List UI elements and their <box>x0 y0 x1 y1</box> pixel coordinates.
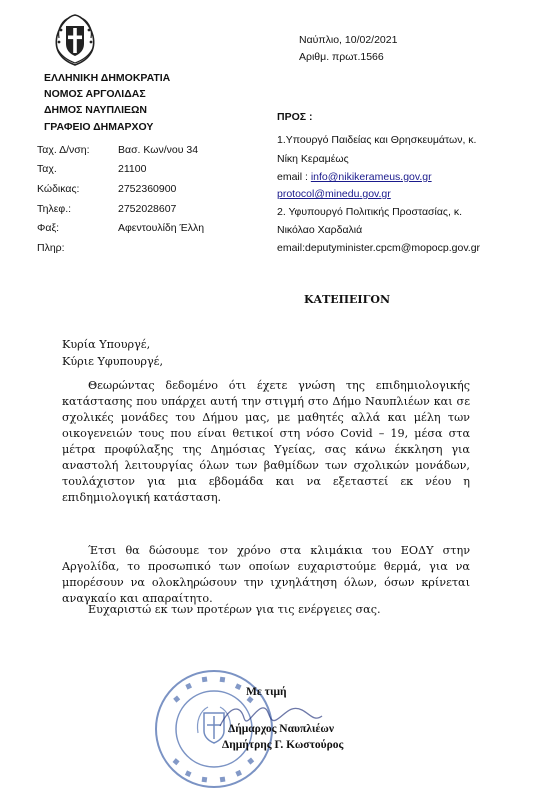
contact-value-phone: 2752028607 <box>118 203 177 215</box>
contact-label-fax: Φαξ: <box>37 222 60 234</box>
body-paragraph-2: Έτσι θα δώσουμε τον χρόνο στα κλιμάκια του ΕΟΔΥ στην Αργολίδα, το προσωπικό των οποίων ευχαριστούμε θερμά, για να μπορέσουν να ολοκληρώσουν την ιχνηλάτηση όλων, όσων κρίνεται αναγκαίο και απαραίτητο. <box>62 544 470 605</box>
org-line-office: ΓΡΑΦΕΙΟ ΔΗΜΑΡΧΟΥ <box>44 121 154 133</box>
org-line-prefecture: ΝΟΜΟΣ ΑΡΓΟΛΙΔΑΣ <box>44 88 146 100</box>
to-label: ΠΡΟΣ : <box>277 111 313 123</box>
contact-label-postal: Ταχ. <box>37 163 57 175</box>
contact-label-code: Κώδικας: <box>37 183 80 195</box>
salutation-minister: Κυρία Υπουργέ, <box>62 338 151 351</box>
coat-of-arms-icon <box>47 10 103 68</box>
org-line-municipality: ΔΗΜΟΣ ΝΑΥΠΛΙΕΩΝ <box>44 104 147 116</box>
email-link-1[interactable]: info@nikikerameus.gov.gr <box>310 171 432 183</box>
body-paragraph-1: Θεωρώντας δεδομένο ότι έχετε γνώση της επιδημιολογικής κατάστασης που υπάρχει αυτή την στιγμή στο Δήμο Ναυπλιέων και σε σχολικές μονάδες του Δήμου μας, με μαθητές αλλά και μέλη των οικογενειών τους που είναι θετικοί στη νόσο Covid – 19, μέσα στα μέτρα προφύλαξης της Δημόσιας Υγείας, σας κάνω έκκληση για αναστολή λειτουργίας όλων των βαθμίδων των σχολικών μονάδων, τουλάχιστον για μια εβδομάδα και να εξεταστεί εκ νέου η επιδημιολογική κατάσταση. <box>62 379 470 504</box>
recipient-1-line-1: 1.Υπουργό Παιδείας και Θρησκευμάτων, κ. <box>277 134 477 146</box>
signature-closing: Με τιμή <box>246 686 287 698</box>
email-link-2[interactable]: protocol@minedu.gov.gr <box>277 188 391 200</box>
recipient-2-email: email:deputyminister.cpcm@mopocp.gov.gr <box>277 242 481 254</box>
recipient-2-line-2: Νικόλαο Χαρδαλιά <box>277 224 363 236</box>
contact-value-address: Βασ. Κων/νου 34 <box>118 144 199 156</box>
body-paragraph-3: Ευχαριστώ εκ των προτέρων για τις ενέργειες σας. <box>88 603 381 616</box>
email-label: email : <box>277 171 311 183</box>
place-date: Ναύπλιο, 10/02/2021 <box>299 34 398 46</box>
contact-label-phone: Τηλεφ.: <box>37 203 72 215</box>
contact-label-address: Ταχ. Δ/νση: <box>37 144 90 156</box>
contact-label-info: Πληρ: <box>37 242 65 254</box>
handwritten-signature <box>210 696 330 736</box>
contact-value-code: 2752360900 <box>118 183 177 195</box>
contact-value-postal: 21100 <box>118 163 147 175</box>
recipient-2-line-1: 2. Υφυπουργό Πολιτικής Προστασίας, κ. <box>277 206 462 218</box>
protocol-number: Αριθμ. πρωτ.1566 <box>299 51 384 63</box>
contact-value-fax: Αφεντουλίδη Έλλη <box>118 222 205 234</box>
signature-name: Δημήτρης Γ. Κωστούρος <box>222 739 344 751</box>
signature-title: Δήμαρχος Ναυπλιέων <box>228 723 334 735</box>
recipient-1-line-2: Νίκη Κεραμέως <box>277 153 349 165</box>
salutation-deputy-minister: Κύριε Υφυπουργέ, <box>62 355 163 368</box>
urgent-heading: ΚΑΤΕΠΕΙΓΟΝ <box>304 293 391 306</box>
org-line-republic: ΕΛΛΗΝΙΚΗ ΔΗΜΟΚΡΑΤΙΑ <box>44 72 171 84</box>
recipient-1-email-row <box>277 171 432 183</box>
